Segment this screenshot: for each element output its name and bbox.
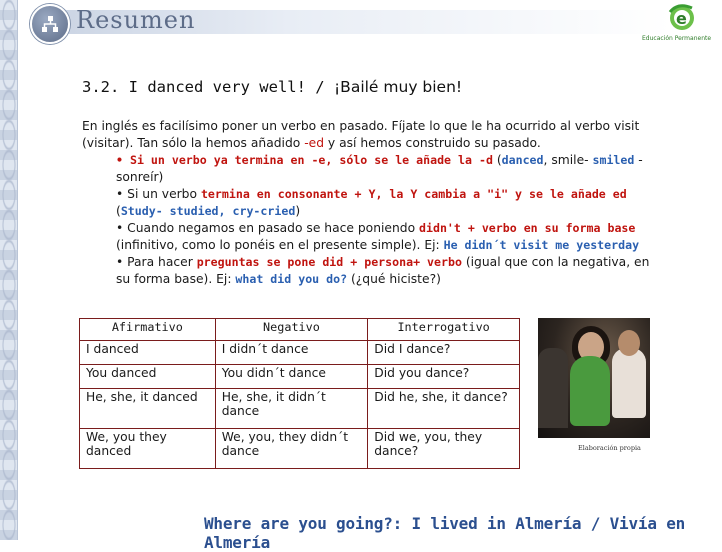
intro-ed: -ed	[304, 136, 325, 150]
header-title: Resumen	[76, 6, 196, 34]
rule-3: • Cuando negamos en pasado se hace poniendo didn't + verbo en su forma base (infinitivo, como lo ponéis en el presente simple). Ej: He didn´t visit me yesterday	[116, 221, 640, 252]
title-spanish: ¡Bailé muy bien!	[333, 78, 463, 96]
table-header-row	[80, 319, 520, 341]
decorative-side-border	[0, 0, 18, 540]
table-cell: Did you dance?	[368, 365, 520, 389]
rule-2: • Si un verbo termina en consonante + Y, la Y cambia a "i" y se le añade ed (Study- studied, cry-cried)	[116, 187, 627, 218]
logo-text: Educación Permanente	[642, 35, 712, 42]
rule-4: • Para hacer preguntas se pone did + persona+ verbo (igual que con la negativa, en su forma base). Ej: what did you do? (¿qué hiciste?)	[116, 255, 650, 286]
rules-list	[116, 152, 662, 288]
rule-1: • Si un verbo ya termina en -e, sólo se le añade la -d (danced, smile- smiled -sonreír)	[116, 153, 643, 184]
network-icon	[30, 4, 70, 44]
header	[18, 0, 720, 48]
table-cell: Did I dance?	[368, 341, 520, 365]
photo-caption: Elaboración propia	[578, 444, 641, 452]
explanation-text	[82, 118, 662, 288]
table-cell: I didn´t dance	[215, 341, 368, 365]
svg-text:e: e	[676, 9, 687, 28]
table-cell: You danced	[80, 365, 216, 389]
educacion-permanente-logo	[642, 2, 712, 46]
title-english: 3.2. I danced very well! /	[82, 78, 334, 96]
section-title	[82, 78, 462, 96]
header-interrogative: Interrogativo	[368, 319, 520, 341]
table-cell: You didn´t dance	[215, 365, 368, 389]
table-cell: I danced	[80, 341, 216, 365]
table-row	[80, 429, 520, 469]
table-cell: He, she, it danced	[80, 389, 216, 429]
header-negative: Negativo	[215, 319, 368, 341]
table-row	[80, 341, 520, 365]
table-row	[80, 389, 520, 429]
table-cell: We, you they danced	[80, 429, 216, 469]
table-cell: We, you, they didn´t dance	[215, 429, 368, 469]
intro-paragraph: En inglés es facilísimo poner un verbo en pasado. Fíjate lo que le ha ocurrido al verbo visit (visitar). Tan sólo la hemos añadido -ed y así hemos construido su pasado.	[82, 119, 640, 150]
header-affirmative: Afirmativo	[80, 319, 216, 341]
footer-text: Where are you going?: I lived in Almería / Vivía en Almería	[204, 514, 686, 552]
table-cell: Did he, she, it dance?	[368, 389, 520, 429]
table-cell: Did we, you, they dance?	[368, 429, 520, 469]
table-row	[80, 365, 520, 389]
table-cell: He, she, it didn´t dance	[215, 389, 368, 429]
conjugation-table	[79, 318, 520, 469]
dancing-photo	[538, 318, 650, 438]
